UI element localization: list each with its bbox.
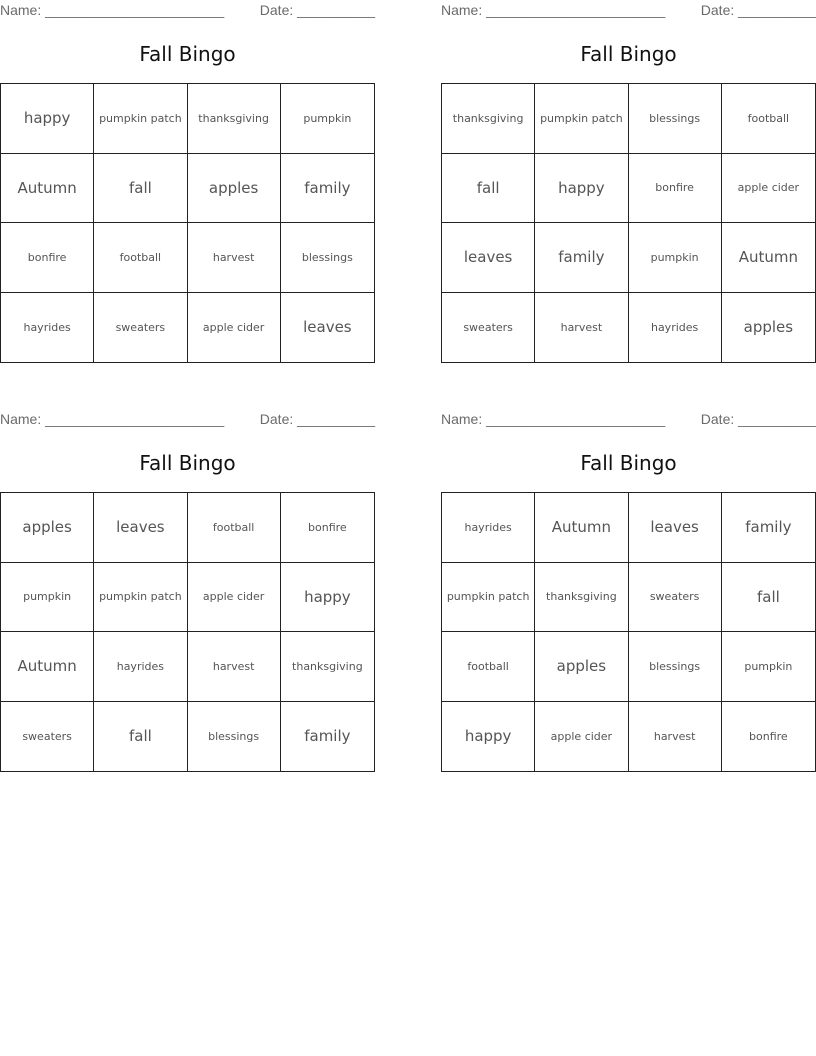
bingo-card-2 — [441, 0, 816, 380]
bingo-cell: football — [188, 493, 281, 563]
bingo-card-1 — [0, 0, 375, 380]
bingo-cell: Autumn — [1, 154, 94, 224]
name-field-label: Name: _______________________ — [441, 411, 666, 427]
bingo-cell: pumpkin patch — [94, 563, 187, 633]
bingo-cell: sweaters — [94, 293, 187, 363]
bingo-cell: pumpkin patch — [94, 84, 187, 154]
bingo-cell: blessings — [629, 84, 722, 154]
name-field-label: Name: _______________________ — [441, 2, 666, 18]
bingo-cell: harvest — [629, 702, 722, 772]
bingo-cell: thanksgiving — [281, 632, 374, 702]
bingo-cell: fall — [94, 702, 187, 772]
bingo-cell: bonfire — [1, 223, 94, 293]
bingo-cell: pumpkin patch — [442, 563, 535, 633]
bingo-cell: apples — [743, 318, 794, 337]
bingo-cell: family — [281, 154, 374, 224]
card-title: Fall Bingo — [580, 42, 677, 66]
bingo-cell: pumpkin — [281, 84, 374, 154]
bingo-cell: pumpkin — [1, 563, 94, 633]
bingo-cell: happy — [281, 563, 374, 633]
bingo-grid — [441, 492, 816, 772]
bingo-cell: bonfire — [749, 729, 788, 743]
bingo-cell: apples — [535, 632, 628, 702]
bingo-cell: apples — [1, 493, 94, 563]
bingo-cell: apple cider — [188, 563, 281, 633]
bingo-cell: hayrides — [1, 293, 94, 363]
bingo-cell: pumpkin patch — [535, 84, 628, 154]
card-header — [441, 0, 816, 20]
bingo-cell: bonfire — [281, 493, 374, 563]
bingo-cell: apples — [188, 154, 281, 224]
card-header — [0, 0, 375, 20]
bingo-cell: Autumn — [535, 493, 628, 563]
bingo-cell: thanksgiving — [442, 84, 535, 154]
bingo-cell: thanksgiving — [188, 84, 281, 154]
bingo-cell: family — [722, 493, 815, 563]
bingo-cell: blessings — [629, 632, 722, 702]
bingo-cell: family — [304, 727, 351, 746]
bingo-cell: fall — [722, 563, 815, 633]
bingo-cell: leaves — [629, 493, 722, 563]
bingo-cell: harvest — [188, 223, 281, 293]
bingo-cell: blessings — [188, 702, 281, 772]
bingo-cell: happy — [442, 702, 535, 772]
card-title: Fall Bingo — [139, 42, 236, 66]
date-field-label: Date: __________ — [259, 2, 375, 18]
bingo-cell: hayrides — [629, 293, 722, 363]
bingo-cell: happy — [535, 154, 628, 224]
bingo-cell: hayrides — [442, 493, 535, 563]
bingo-cell: Autumn — [722, 223, 815, 293]
date-field-label: Date: __________ — [700, 411, 816, 427]
bingo-cell: sweaters — [1, 702, 94, 772]
card-title: Fall Bingo — [580, 451, 677, 475]
bingo-card-4 — [441, 409, 816, 789]
bingo-cell: happy — [1, 84, 94, 154]
bingo-cell: pumpkin — [629, 223, 722, 293]
bingo-cell: hayrides — [94, 632, 187, 702]
bingo-cell: football — [442, 632, 535, 702]
bingo-cell: sweaters — [442, 293, 535, 363]
bingo-cell: thanksgiving — [535, 563, 628, 633]
bingo-cell: leaves — [94, 493, 187, 563]
bingo-cell: leaves — [303, 318, 352, 337]
bingo-grid — [0, 83, 375, 363]
bingo-cell: apple cider — [722, 154, 815, 224]
bingo-cell: sweaters — [629, 563, 722, 633]
bingo-cell: apple cider — [188, 293, 281, 363]
bingo-cell: blessings — [281, 223, 374, 293]
card-title: Fall Bingo — [139, 451, 236, 475]
bingo-cell: apple cider — [535, 702, 628, 772]
bingo-cell: harvest — [535, 293, 628, 363]
bingo-cell: fall — [442, 154, 535, 224]
name-field-label: Name: _______________________ — [0, 411, 225, 427]
name-field-label: Name: _______________________ — [0, 2, 225, 18]
bingo-cell: football — [94, 223, 187, 293]
bingo-cell: fall — [94, 154, 187, 224]
bingo-cell: leaves — [442, 223, 535, 293]
bingo-cell: pumpkin — [722, 632, 815, 702]
bingo-cell: family — [535, 223, 628, 293]
card-header — [441, 409, 816, 429]
bingo-grid — [441, 83, 816, 363]
bingo-cell: harvest — [188, 632, 281, 702]
bingo-cell: bonfire — [629, 154, 722, 224]
bingo-cell: football — [722, 84, 815, 154]
bingo-grid — [0, 492, 375, 772]
date-field-label: Date: __________ — [259, 411, 375, 427]
card-header — [0, 409, 375, 429]
date-field-label: Date: __________ — [700, 2, 816, 18]
bingo-card-3 — [0, 409, 375, 789]
bingo-cell: Autumn — [1, 632, 94, 702]
